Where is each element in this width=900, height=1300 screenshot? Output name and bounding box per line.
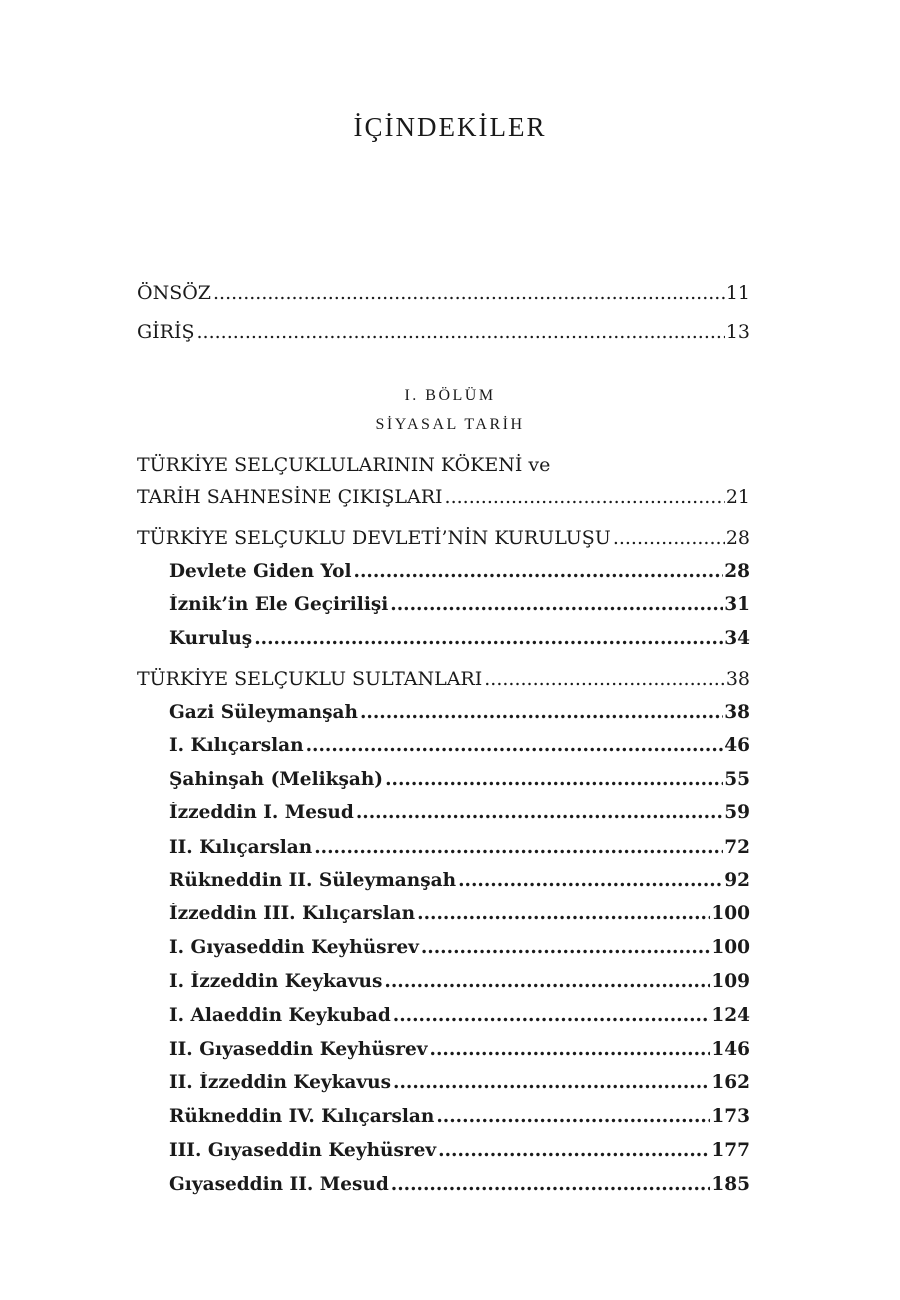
toc-entry-label: ÖNSÖZ bbox=[137, 282, 211, 304]
toc-entry-label: I. İzzeddin Keykavus bbox=[169, 971, 383, 992]
toc-subentry[interactable] bbox=[169, 594, 750, 624]
toc-entry-label: II. Gıyaseddin Keyhüsrev bbox=[169, 1039, 428, 1060]
dot-leader bbox=[436, 1106, 710, 1127]
toc-subentry[interactable] bbox=[169, 735, 750, 765]
toc-entry-label: Gıyaseddin II. Mesud bbox=[169, 1174, 389, 1195]
dot-leader bbox=[306, 735, 724, 756]
toc-subentry[interactable] bbox=[169, 561, 750, 591]
toc-page-number: 177 bbox=[711, 1140, 750, 1161]
toc-subentry[interactable] bbox=[169, 628, 750, 658]
dot-leader bbox=[390, 594, 723, 615]
toc-page-number: 185 bbox=[711, 1174, 750, 1195]
toc-entry-label: GİRİŞ bbox=[137, 321, 195, 343]
dot-leader bbox=[197, 321, 725, 343]
page-title: İÇİNDEKİLER bbox=[353, 112, 547, 142]
toc-page-number: 100 bbox=[711, 903, 750, 924]
toc-entry-label: İzzeddin I. Mesud bbox=[169, 802, 354, 823]
toc-page-number: 13 bbox=[725, 321, 750, 343]
dot-leader bbox=[384, 971, 710, 992]
toc-page-number: 21 bbox=[725, 486, 750, 508]
toc-entry-label: I. Gıyaseddin Keyhüsrev bbox=[169, 937, 419, 958]
toc-entry-label: Devlete Giden Yol bbox=[169, 561, 352, 582]
toc-subentry[interactable] bbox=[169, 971, 750, 1001]
toc-page-number: 59 bbox=[724, 802, 750, 823]
toc-page-number: 31 bbox=[724, 594, 750, 615]
dot-leader bbox=[391, 1174, 711, 1195]
dot-leader bbox=[385, 769, 723, 790]
toc-page-number: 55 bbox=[724, 769, 750, 790]
toc-subentry[interactable] bbox=[169, 1174, 750, 1204]
toc-entry-onsoz[interactable] bbox=[137, 282, 750, 312]
dot-leader bbox=[213, 282, 725, 304]
toc-subentry[interactable] bbox=[169, 1005, 750, 1035]
dot-leader bbox=[613, 527, 725, 549]
toc-page-number: 28 bbox=[724, 561, 750, 582]
toc-entry-label: Şahinşah (Melikşah) bbox=[169, 769, 384, 790]
dot-leader bbox=[393, 1072, 710, 1093]
toc-entry-label: TARİH SAHNESİNE ÇIKIŞLARI bbox=[137, 486, 443, 508]
toc-entry-chapter-1[interactable] bbox=[137, 486, 750, 516]
toc-subentry[interactable] bbox=[169, 802, 750, 832]
toc-subentry[interactable] bbox=[169, 1072, 750, 1102]
dot-leader bbox=[417, 903, 710, 924]
toc-entry-label: I. Alaeddin Keykubad bbox=[169, 1005, 391, 1026]
toc-entry-label: Rükneddin II. Süleymanşah bbox=[169, 870, 457, 891]
toc-subentry[interactable] bbox=[169, 769, 750, 799]
dot-leader bbox=[484, 668, 725, 690]
toc-subentry[interactable] bbox=[169, 903, 750, 933]
dot-leader bbox=[458, 870, 723, 891]
toc-subentry[interactable] bbox=[169, 1140, 750, 1170]
toc-subentry[interactable] bbox=[169, 702, 750, 732]
section-number: I. BÖLÜM bbox=[404, 387, 496, 404]
toc-page-number: 28 bbox=[725, 527, 750, 549]
toc-page-number: 11 bbox=[725, 282, 750, 304]
toc-entry-chapter-2[interactable] bbox=[137, 527, 750, 557]
toc-subentry[interactable] bbox=[169, 937, 750, 967]
dot-leader bbox=[421, 937, 711, 958]
toc-entry-label: III. Gıyaseddin Keyhüsrev bbox=[169, 1140, 437, 1161]
toc-entry-label: İznik’in Ele Geçirilişi bbox=[169, 594, 389, 615]
toc-subentry[interactable] bbox=[169, 1039, 750, 1069]
toc-entry-label: Rükneddin IV. Kılıçarslan bbox=[169, 1106, 435, 1127]
chapter-title-line[interactable]: TÜRKİYE SELÇUKLULARININ KÖKENİ ve bbox=[137, 454, 551, 476]
toc-page-number: 100 bbox=[711, 937, 750, 958]
toc-page-number: 146 bbox=[711, 1039, 750, 1060]
toc-page-number: 72 bbox=[724, 837, 750, 858]
toc-entry-giris[interactable] bbox=[137, 321, 750, 351]
toc-entry-label: TÜRKİYE SELÇUKLU SULTANLARI bbox=[137, 668, 483, 690]
toc-subentry[interactable] bbox=[169, 837, 750, 867]
dot-leader bbox=[438, 1140, 710, 1161]
toc-page-number: 173 bbox=[711, 1106, 750, 1127]
toc-page-number: 38 bbox=[724, 702, 750, 723]
dot-leader bbox=[445, 486, 725, 508]
toc-entry-label: Gazi Süleymanşah bbox=[169, 702, 358, 723]
toc-page-number: 46 bbox=[724, 735, 750, 756]
dot-leader bbox=[393, 1005, 711, 1026]
toc-page-number: 109 bbox=[711, 971, 750, 992]
toc-page-number: 34 bbox=[724, 628, 750, 649]
dot-leader bbox=[314, 837, 723, 858]
toc-subentry[interactable] bbox=[169, 1106, 750, 1136]
toc-page-number: 124 bbox=[711, 1005, 750, 1026]
dot-leader bbox=[356, 802, 723, 823]
section-name: SİYASAL TARİH bbox=[375, 416, 525, 433]
toc-subentry[interactable] bbox=[169, 870, 750, 900]
toc-entry-label: TÜRKİYE SELÇUKLU DEVLETİ’NİN KURULUŞU bbox=[137, 527, 611, 549]
toc-page-number: 162 bbox=[711, 1072, 750, 1093]
dot-leader bbox=[360, 702, 723, 723]
dot-leader bbox=[254, 628, 723, 649]
toc-entry-label: Kuruluş bbox=[169, 628, 253, 649]
dot-leader bbox=[430, 1039, 711, 1060]
toc-entry-label: I. Kılıçarslan bbox=[169, 735, 304, 756]
toc-entry-label: İzzeddin III. Kılıçarslan bbox=[169, 903, 416, 924]
dot-leader bbox=[354, 561, 724, 582]
toc-page-number: 38 bbox=[725, 668, 750, 690]
toc-entry-chapter-3[interactable] bbox=[137, 668, 750, 698]
toc-page-number: 92 bbox=[724, 870, 750, 891]
toc-entry-label: II. İzzeddin Keykavus bbox=[169, 1072, 392, 1093]
toc-entry-label: II. Kılıçarslan bbox=[169, 837, 313, 858]
